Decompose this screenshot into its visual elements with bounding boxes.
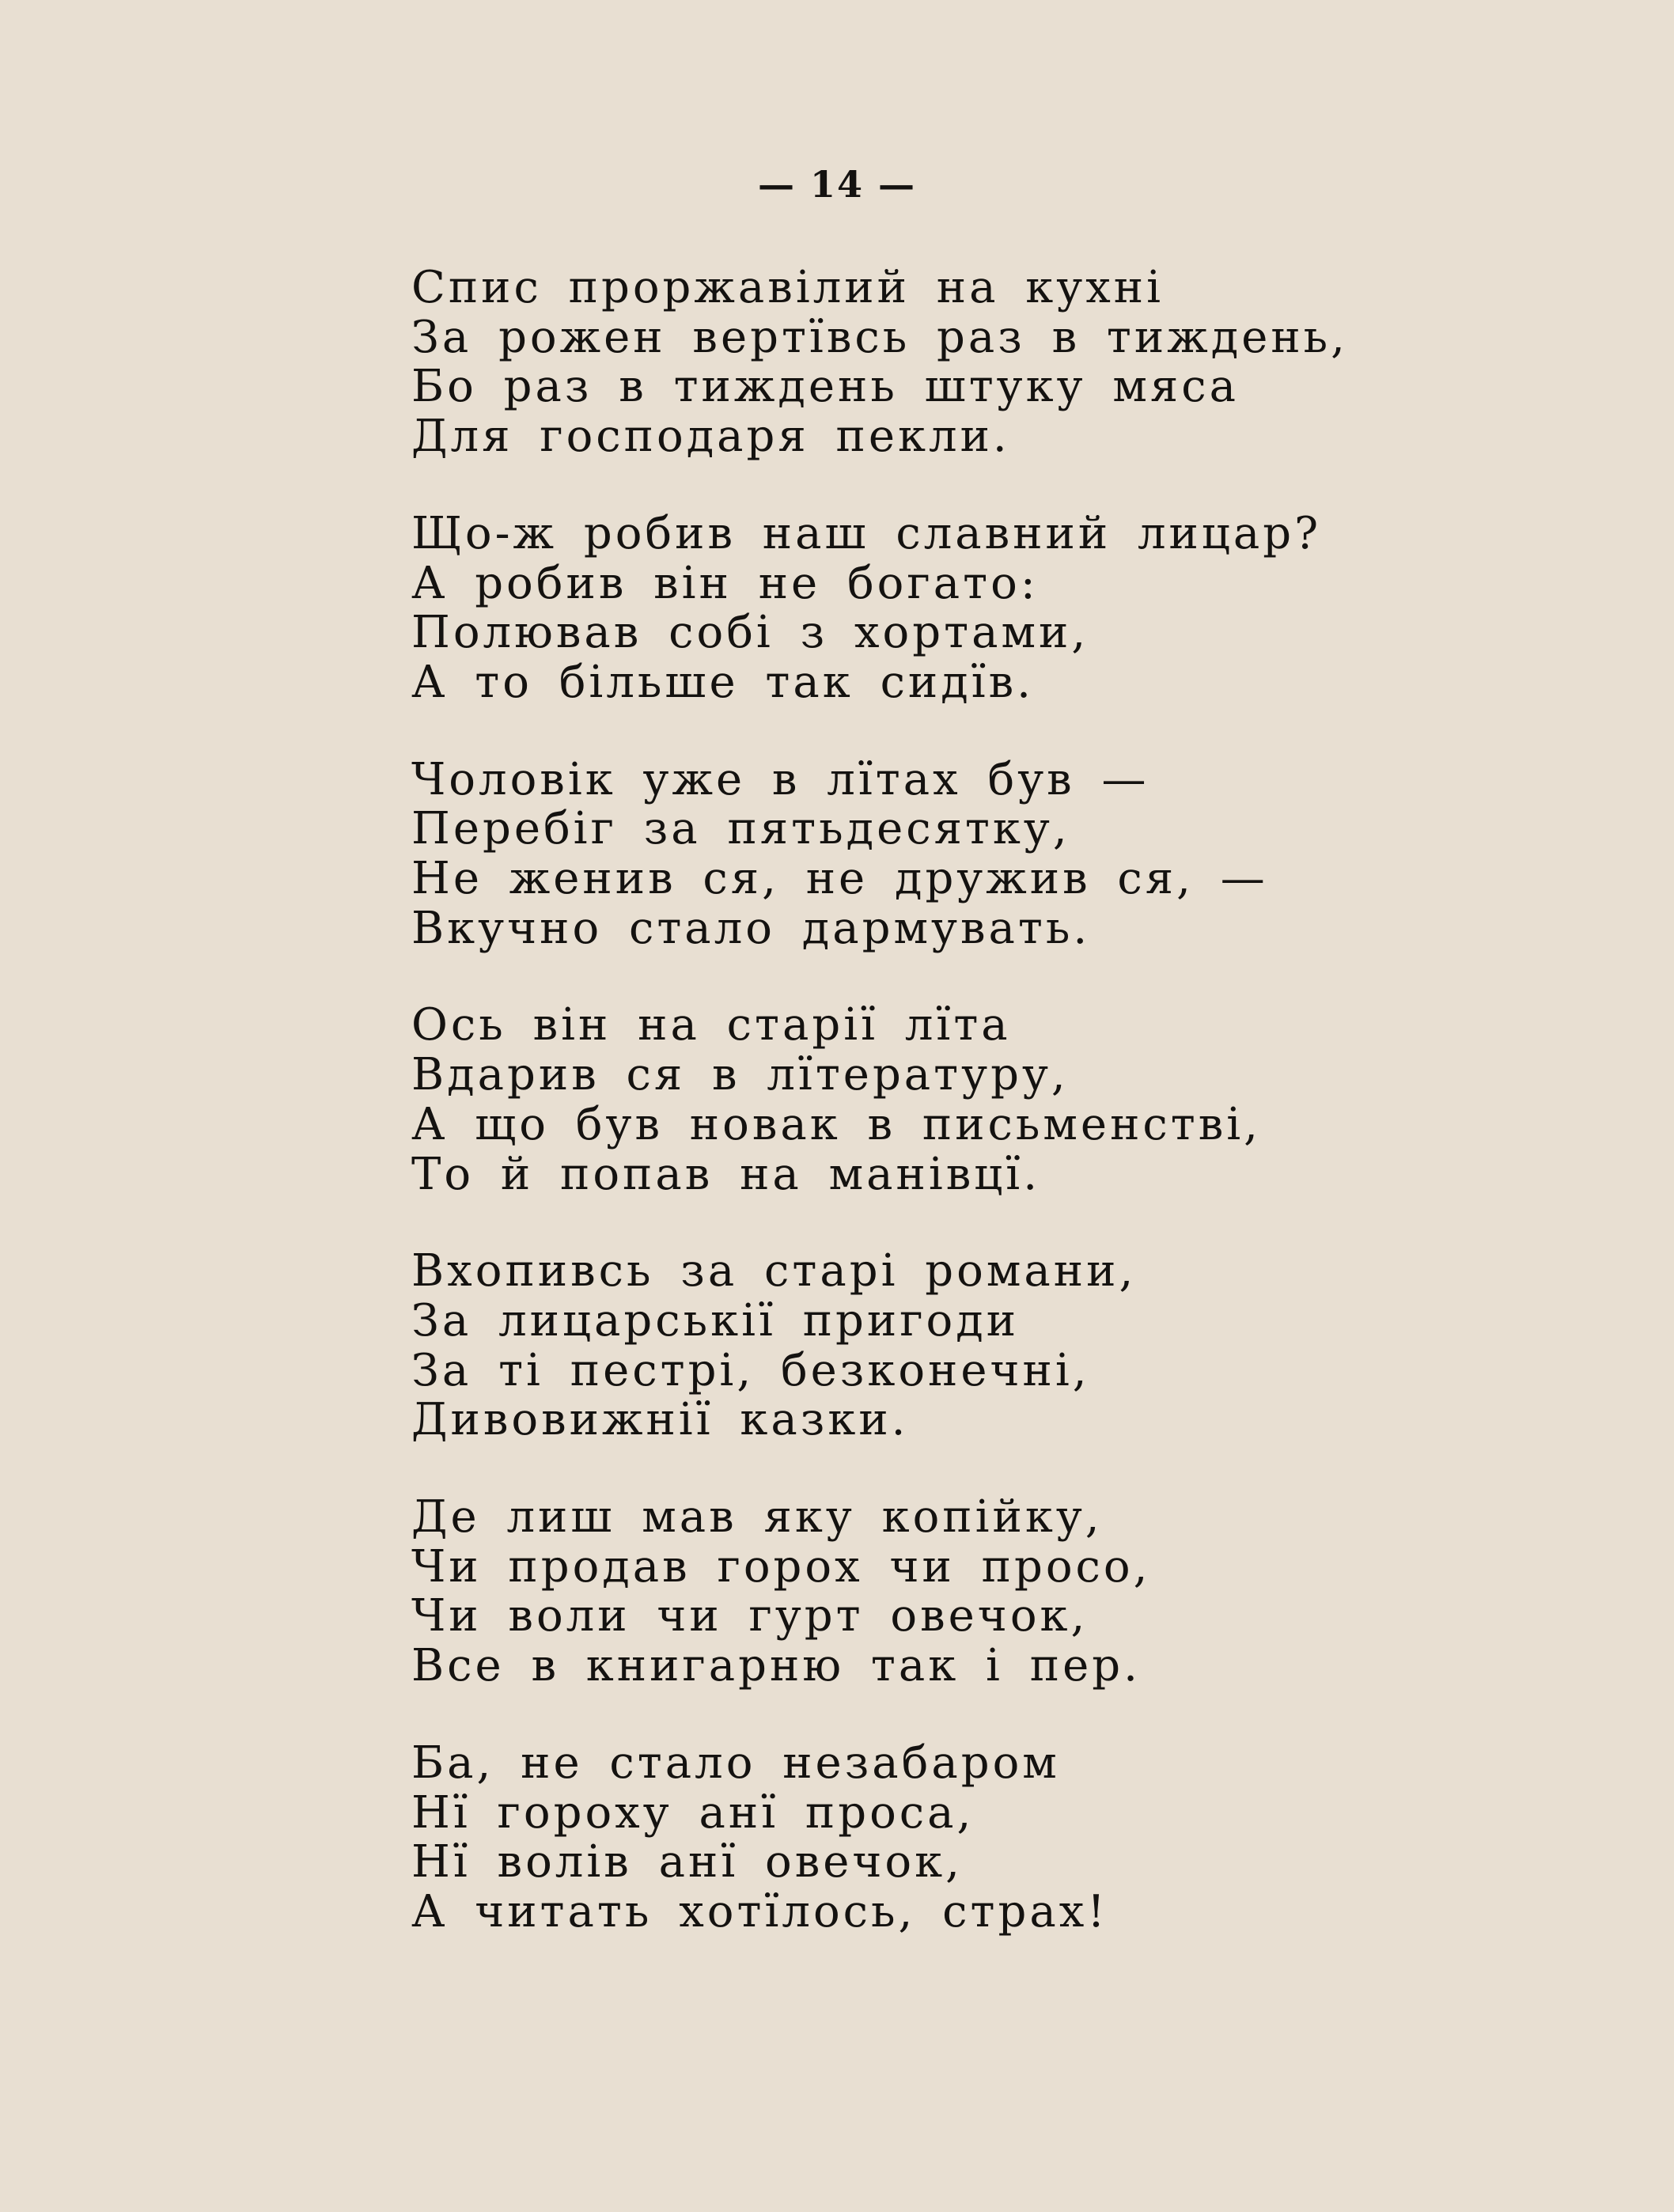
poem-line: Все в книгарню так і пер. <box>411 1640 1141 1692</box>
poem-line: Для господаря пекли. <box>411 411 1010 463</box>
stanza-6 <box>411 1493 1440 1691</box>
poem-line: Ось він на старії лїта <box>411 999 1011 1051</box>
poem-line: Не женив ся, не дружив ся, — <box>411 853 1268 905</box>
stanza-2 <box>411 509 1440 708</box>
poem-line: А то більше так сидїв. <box>411 656 1034 708</box>
poem-line: Дивовижнії казки. <box>411 1394 909 1446</box>
poem-line: А читать хотїлось, страх! <box>411 1885 1108 1937</box>
stanza-1 <box>411 263 1440 462</box>
stanza-3 <box>411 753 1440 954</box>
poem-line: Ба, не стало незабаром <box>411 1737 1060 1789</box>
poem-line: За рожен вертївсь раз в тиждень, <box>411 311 1348 363</box>
poem-line: Вхопивсь за старі романи, <box>411 1245 1137 1297</box>
stanza-4 <box>411 1001 1440 1199</box>
poem-line: А робив він не богато: <box>411 557 1039 609</box>
poem-line: Полював собі з хортами, <box>411 607 1089 659</box>
poem-line: Спис проржавілий на кухні <box>411 262 1165 313</box>
page-number: — 14 — <box>757 163 917 206</box>
poem-line: Чи воли чи гурт овечок, <box>411 1590 1089 1642</box>
poem <box>411 263 1440 1985</box>
poem-line: За лицарськії пригоди <box>411 1294 1020 1347</box>
stanza-5 <box>411 1247 1440 1445</box>
poem-line: Що-ж робив наш славний лицар? <box>411 507 1322 559</box>
poem-line: Чи продав горох чи просо, <box>411 1540 1151 1593</box>
poem-line: Бо раз в тиждень штуку мяса <box>411 361 1240 413</box>
poem-line: То й попав на манівцї. <box>411 1148 1041 1200</box>
poem-line: Перебіг за пятьдесятку, <box>411 803 1070 855</box>
poem-line: За ті пестрі, безконечні, <box>411 1344 1090 1396</box>
poem-line: Вдарив ся в лїтературу, <box>411 1049 1069 1101</box>
poem-line: А що був новак в письменстві, <box>411 1098 1261 1150</box>
poem-line: Вкучно стало дармувать. <box>411 902 1091 954</box>
poem-line: Нї гороху анї проса, <box>411 1786 975 1839</box>
poem-line: Де лиш мав яку копійку, <box>411 1491 1103 1543</box>
poem-line: Чоловік уже в лїтах був — <box>411 753 1149 805</box>
poem-line: Нї волів анї овечок, <box>411 1836 963 1888</box>
stanza-7 <box>411 1739 1440 1937</box>
